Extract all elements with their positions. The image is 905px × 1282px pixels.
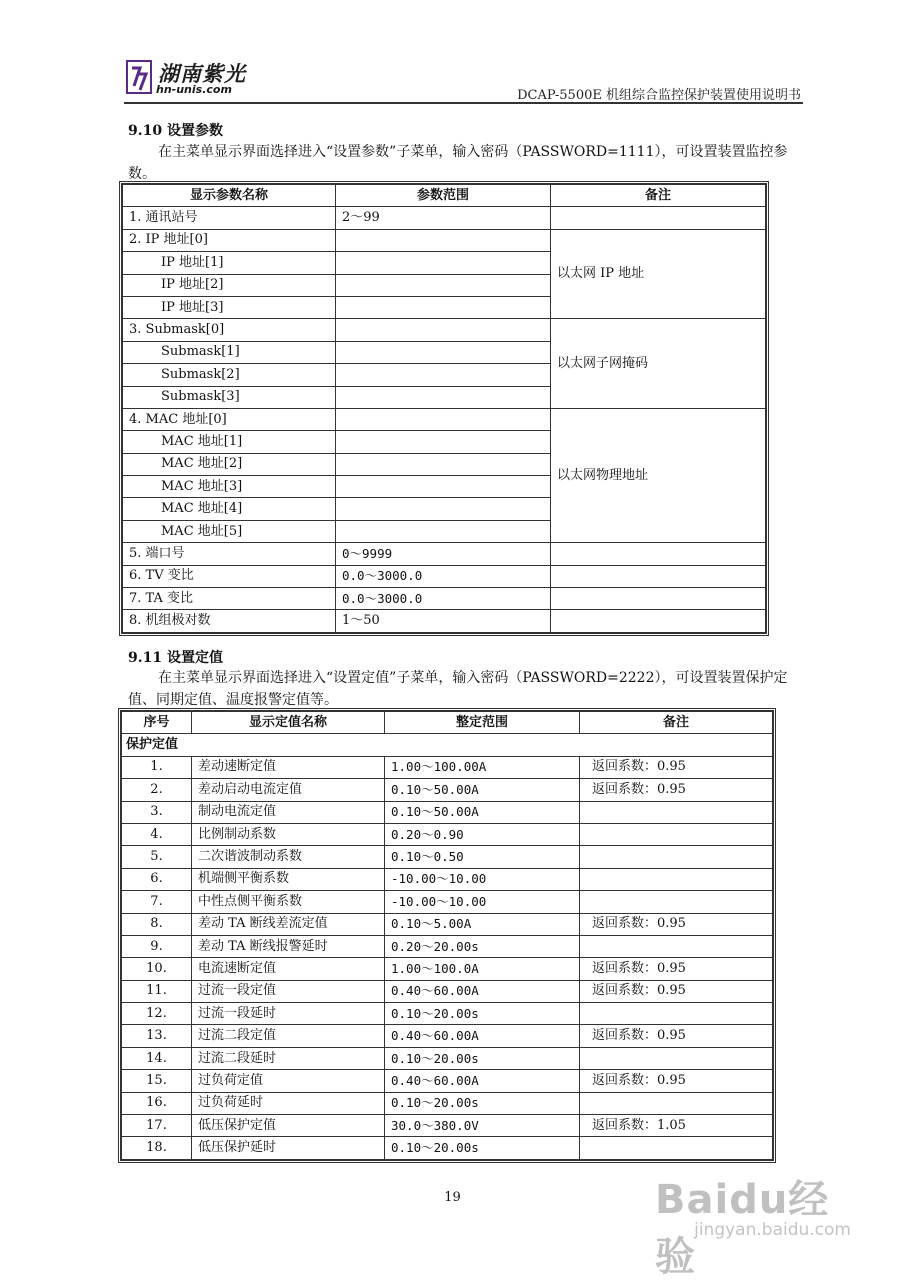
param-range bbox=[336, 431, 551, 453]
param-note-submask: 以太网子网掩码 bbox=[551, 319, 766, 409]
logo-url: hn-unis.com bbox=[156, 83, 232, 96]
section-heading-9-11: 9.11 设置定值 bbox=[128, 650, 223, 666]
setting-note bbox=[580, 823, 773, 845]
table-row bbox=[122, 1115, 773, 1137]
param-range bbox=[336, 386, 551, 408]
setting-range: 0.10～50.00A bbox=[385, 801, 580, 823]
table-row bbox=[122, 1025, 773, 1047]
setting-table bbox=[121, 711, 773, 1160]
table-row bbox=[123, 543, 766, 565]
logo-mark-icon bbox=[126, 60, 152, 94]
table-row bbox=[123, 207, 766, 229]
setting-note: 返回系数：0.95 bbox=[580, 913, 773, 935]
table-row bbox=[122, 891, 773, 913]
header-divider bbox=[124, 102, 803, 104]
table-row bbox=[122, 756, 773, 778]
row-index: 1. bbox=[122, 756, 192, 778]
setting-name: 过流一段定值 bbox=[192, 980, 385, 1002]
section-paragraph-9-10: 在主菜单显示界面选择进入“设置参数”子菜单，输入密码（PASSWORD=1111），可设置装置监控参数。 bbox=[128, 144, 788, 182]
setting-range: 0.10～20.00s bbox=[385, 1092, 580, 1114]
table-row bbox=[123, 319, 766, 341]
setting-name: 过负荷定值 bbox=[192, 1070, 385, 1092]
param-name: 2. IP 地址[0] bbox=[123, 229, 336, 251]
row-index: 13. bbox=[122, 1025, 192, 1047]
row-index: 10. bbox=[122, 958, 192, 980]
row-index: 15. bbox=[122, 1070, 192, 1092]
setting-note: 返回系数：0.95 bbox=[580, 1025, 773, 1047]
param-range bbox=[336, 520, 551, 542]
param-range bbox=[336, 408, 551, 430]
setting-name: 过流二段定值 bbox=[192, 1025, 385, 1047]
table-row bbox=[122, 801, 773, 823]
param-range bbox=[336, 274, 551, 296]
param-range bbox=[336, 341, 551, 363]
row-index: 14. bbox=[122, 1047, 192, 1069]
param-range bbox=[336, 453, 551, 475]
param-name: IP 地址[3] bbox=[123, 296, 336, 318]
header-cell: 序号 bbox=[122, 712, 192, 734]
table-row bbox=[123, 588, 766, 610]
company-logo bbox=[126, 58, 246, 100]
table-row bbox=[123, 610, 766, 632]
header-cell: 备注 bbox=[580, 712, 773, 734]
param-name: Submask[1] bbox=[123, 341, 336, 363]
setting-name: 二次谐波制动系数 bbox=[192, 846, 385, 868]
setting-note bbox=[580, 891, 773, 913]
watermark bbox=[655, 1168, 855, 1280]
setting-range: 0.20～0.90 bbox=[385, 823, 580, 845]
row-index: 18. bbox=[122, 1137, 192, 1159]
setting-note: 返回系数：0.95 bbox=[580, 779, 773, 801]
param-range: 1～50 bbox=[336, 610, 551, 632]
header-cell: 显示定值名称 bbox=[192, 712, 385, 734]
param-range: 0.0～3000.0 bbox=[336, 565, 551, 587]
param-range bbox=[336, 229, 551, 251]
row-index: 3. bbox=[122, 801, 192, 823]
param-name: MAC 地址[4] bbox=[123, 498, 336, 520]
table-row bbox=[122, 1137, 773, 1159]
row-index: 9. bbox=[122, 935, 192, 957]
param-name: MAC 地址[2] bbox=[123, 453, 336, 475]
row-index: 7. bbox=[122, 891, 192, 913]
row-index: 8. bbox=[122, 913, 192, 935]
param-range bbox=[336, 498, 551, 520]
setting-range: -10.00～10.00 bbox=[385, 891, 580, 913]
row-index: 16. bbox=[122, 1092, 192, 1114]
param-name: IP 地址[2] bbox=[123, 274, 336, 296]
table-row bbox=[122, 958, 773, 980]
parameter-table bbox=[122, 184, 766, 633]
table-row bbox=[122, 868, 773, 890]
table-row bbox=[122, 1047, 773, 1069]
param-note bbox=[551, 565, 766, 587]
setting-range: 0.10～20.00s bbox=[385, 1003, 580, 1025]
table-row bbox=[123, 565, 766, 587]
setting-note: 返回系数：0.95 bbox=[580, 1070, 773, 1092]
param-range bbox=[336, 476, 551, 498]
setting-name: 过负荷延时 bbox=[192, 1092, 385, 1114]
param-range bbox=[336, 319, 551, 341]
section-heading-9-10: 9.10 设置参数 bbox=[128, 123, 223, 139]
param-range: 2～99 bbox=[336, 207, 551, 229]
table-row bbox=[123, 408, 766, 430]
setting-range: 0.10～20.00s bbox=[385, 1047, 580, 1069]
param-range: 0.0～3000.0 bbox=[336, 588, 551, 610]
setting-name: 差动启动电流定值 bbox=[192, 779, 385, 801]
row-index: 11. bbox=[122, 980, 192, 1002]
header-cell: 整定范围 bbox=[385, 712, 580, 734]
table-row bbox=[123, 229, 766, 251]
row-index: 2. bbox=[122, 779, 192, 801]
table-header-row bbox=[123, 185, 766, 207]
param-name: MAC 地址[3] bbox=[123, 476, 336, 498]
row-index: 17. bbox=[122, 1115, 192, 1137]
row-index: 5. bbox=[122, 846, 192, 868]
table-row bbox=[122, 980, 773, 1002]
param-note bbox=[551, 543, 766, 565]
param-range: 0～9999 bbox=[336, 543, 551, 565]
setting-range: -10.00～10.00 bbox=[385, 868, 580, 890]
setting-note bbox=[580, 868, 773, 890]
param-name: 6. TV 变比 bbox=[123, 565, 336, 587]
setting-range: 0.40～60.00A bbox=[385, 1070, 580, 1092]
param-range bbox=[336, 252, 551, 274]
param-name: 3. Submask[0] bbox=[123, 319, 336, 341]
setting-name: 中性点侧平衡系数 bbox=[192, 891, 385, 913]
setting-note: 返回系数：1.05 bbox=[580, 1115, 773, 1137]
param-name: 5. 端口号 bbox=[123, 543, 336, 565]
param-name: 7. TA 变比 bbox=[123, 588, 336, 610]
section-paragraph-9-11: 在主菜单显示界面选择进入“设置定值”子菜单，输入密码（PASSWORD=2222），可设置装置保护定值、同期定值、温度报警定值等。 bbox=[128, 670, 788, 708]
table-header-row bbox=[122, 712, 773, 734]
setting-note bbox=[580, 1092, 773, 1114]
setting-note bbox=[580, 1003, 773, 1025]
header-cell: 显示参数名称 bbox=[123, 185, 336, 207]
param-range bbox=[336, 364, 551, 386]
setting-range: 0.40～60.00A bbox=[385, 1025, 580, 1047]
group-label: 保护定值 bbox=[122, 734, 773, 756]
row-index: 12. bbox=[122, 1003, 192, 1025]
logo-text: 湖南紫光 bbox=[158, 61, 246, 86]
param-note-ip: 以太网 IP 地址 bbox=[551, 229, 766, 319]
setting-note: 返回系数：0.95 bbox=[580, 958, 773, 980]
setting-name: 低压保护定值 bbox=[192, 1115, 385, 1137]
header-cell: 备注 bbox=[551, 185, 766, 207]
table-row bbox=[122, 1092, 773, 1114]
setting-name: 电流速断定值 bbox=[192, 958, 385, 980]
row-index: 6. bbox=[122, 868, 192, 890]
table-row bbox=[122, 846, 773, 868]
setting-note: 返回系数：0.95 bbox=[580, 756, 773, 778]
row-index: 4. bbox=[122, 823, 192, 845]
table-row bbox=[122, 823, 773, 845]
param-name: Submask[2] bbox=[123, 364, 336, 386]
param-note-mac: 以太网物理地址 bbox=[551, 408, 766, 542]
setting-name: 差动 TA 断线报警延时 bbox=[192, 935, 385, 957]
page-number: 19 bbox=[444, 1190, 461, 1205]
param-range bbox=[336, 296, 551, 318]
document-title: DCAP-5500E 机组综合监控保护装置使用说明书 bbox=[517, 88, 801, 103]
param-name: IP 地址[1] bbox=[123, 252, 336, 274]
setting-range: 0.10～50.00A bbox=[385, 779, 580, 801]
header-cell: 参数范围 bbox=[336, 185, 551, 207]
setting-note bbox=[580, 935, 773, 957]
setting-name: 低压保护延时 bbox=[192, 1137, 385, 1159]
param-name: 4. MAC 地址[0] bbox=[123, 408, 336, 430]
setting-note bbox=[580, 1047, 773, 1069]
setting-range: 0.10～5.00A bbox=[385, 913, 580, 935]
param-name: 8. 机组极对数 bbox=[123, 610, 336, 632]
setting-range: 0.20～20.00s bbox=[385, 935, 580, 957]
setting-name: 过流一段延时 bbox=[192, 1003, 385, 1025]
setting-range: 1.00～100.00A bbox=[385, 756, 580, 778]
table-row bbox=[122, 1070, 773, 1092]
setting-note bbox=[580, 846, 773, 868]
setting-range: 1.00～100.0A bbox=[385, 958, 580, 980]
watermark-url: jingyan.baidu.com bbox=[694, 1220, 851, 1240]
param-note bbox=[551, 588, 766, 610]
setting-name: 机端侧平衡系数 bbox=[192, 868, 385, 890]
param-note bbox=[551, 207, 766, 229]
param-note bbox=[551, 610, 766, 632]
watermark-logo: Baidu经验 bbox=[655, 1177, 830, 1280]
setting-range: 0.40～60.00A bbox=[385, 980, 580, 1002]
table-row bbox=[122, 913, 773, 935]
setting-name: 差动 TA 断线差流定值 bbox=[192, 913, 385, 935]
setting-name: 比例制动系数 bbox=[192, 823, 385, 845]
setting-range: 0.10～20.00s bbox=[385, 1137, 580, 1159]
param-name: MAC 地址[5] bbox=[123, 520, 336, 542]
setting-range: 0.10～0.50 bbox=[385, 846, 580, 868]
param-name: Submask[3] bbox=[123, 386, 336, 408]
group-row bbox=[122, 734, 773, 756]
setting-range: 30.0～380.0V bbox=[385, 1115, 580, 1137]
setting-note: 返回系数：0.95 bbox=[580, 980, 773, 1002]
param-name: 1. 通讯站号 bbox=[123, 207, 336, 229]
setting-note bbox=[580, 801, 773, 823]
setting-note bbox=[580, 1137, 773, 1159]
setting-name: 差动速断定值 bbox=[192, 756, 385, 778]
param-name: MAC 地址[1] bbox=[123, 431, 336, 453]
setting-name: 过流二段延时 bbox=[192, 1047, 385, 1069]
table-row bbox=[122, 935, 773, 957]
table-row bbox=[122, 1003, 773, 1025]
setting-name: 制动电流定值 bbox=[192, 801, 385, 823]
table-row bbox=[122, 779, 773, 801]
